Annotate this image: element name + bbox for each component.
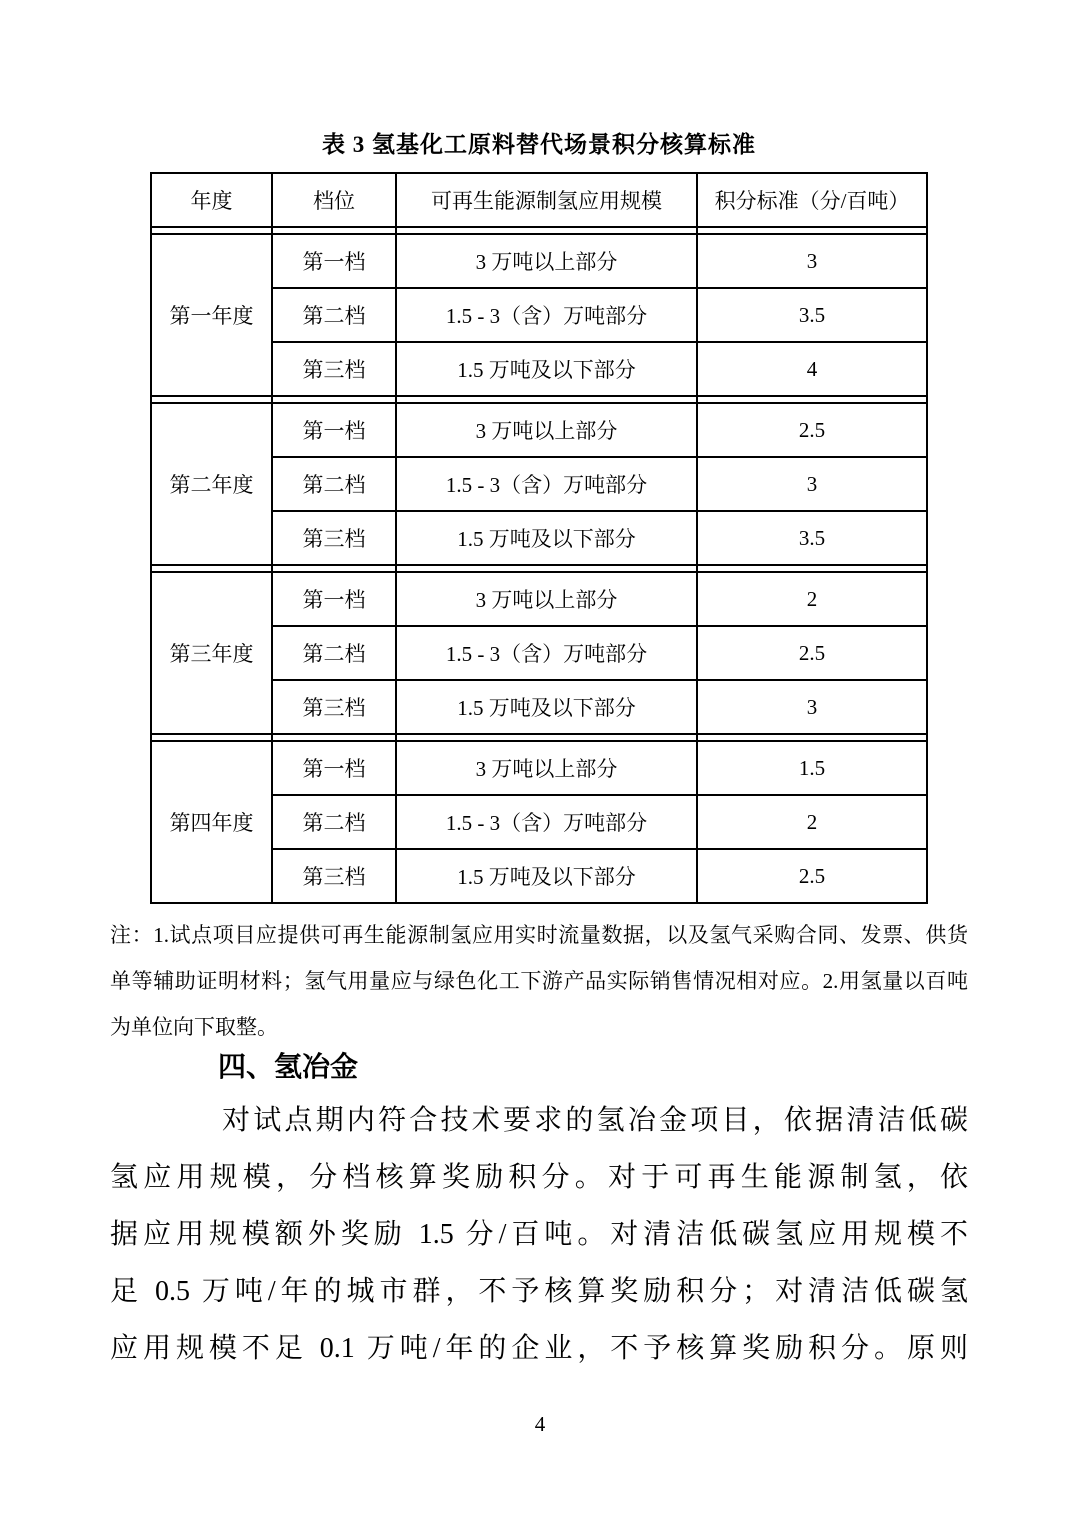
points-cell: 2.5 <box>697 626 927 680</box>
tier-cell: 第一档 <box>272 234 396 288</box>
scale-cell: 1.5 - 3（含）万吨部分 <box>396 288 697 342</box>
table-group-divider <box>151 396 927 403</box>
scale-cell: 1.5 万吨及以下部分 <box>396 511 697 565</box>
tier-cell: 第三档 <box>272 511 396 565</box>
tier-cell: 第三档 <box>272 849 396 903</box>
table-row <box>151 234 927 288</box>
points-cell: 3.5 <box>697 511 927 565</box>
points-cell: 2 <box>697 572 927 626</box>
points-cell: 4 <box>697 342 927 396</box>
points-cell: 3 <box>697 457 927 511</box>
col-header-points: 积分标准（分/百吨） <box>697 173 927 227</box>
table-title: 表 3 氢基化工原料替代场景积分核算标准 <box>322 132 756 157</box>
tier-cell: 第三档 <box>272 342 396 396</box>
tier-cell: 第二档 <box>272 288 396 342</box>
scale-cell: 3 万吨以上部分 <box>396 741 697 795</box>
scale-cell: 1.5 万吨及以下部分 <box>396 680 697 734</box>
tier-cell: 第二档 <box>272 795 396 849</box>
points-cell: 2.5 <box>697 403 927 457</box>
tier-cell: 第一档 <box>272 741 396 795</box>
tier-cell: 第一档 <box>272 572 396 626</box>
paragraph-line: 对试点期内符合技术要求的氢冶金项目，依据清洁低碳 <box>222 1105 968 1136</box>
section-heading: 四、氢冶金 <box>218 1051 359 1082</box>
col-header-year: 年度 <box>151 173 272 227</box>
points-cell: 3 <box>697 680 927 734</box>
points-table <box>150 172 928 904</box>
scale-cell: 3 万吨以上部分 <box>396 234 697 288</box>
tier-cell: 第二档 <box>272 626 396 680</box>
year-cell: 第三年度 <box>151 572 272 734</box>
paragraph-line: 氢应用规模，分档核算奖励积分。对于可再生能源制氢，依 <box>110 1162 968 1193</box>
col-header-tier: 档位 <box>272 173 396 227</box>
table-group-divider <box>151 565 927 572</box>
body-paragraph <box>110 1092 968 1377</box>
points-cell: 2.5 <box>697 849 927 903</box>
scale-cell: 1.5 万吨及以下部分 <box>396 342 697 396</box>
table-group-divider <box>151 734 927 741</box>
paragraph-line: 应用规模不足 0.1 万吨/年的企业，不予核算奖励积分。原则 <box>110 1333 968 1364</box>
note-line: 为单位向下取整。 <box>110 1015 278 1039</box>
points-cell: 2 <box>697 795 927 849</box>
table-row <box>151 403 927 457</box>
scale-cell: 1.5 - 3（含）万吨部分 <box>396 626 697 680</box>
col-header-scale: 可再生能源制氢应用规模 <box>396 173 697 227</box>
year-cell: 第四年度 <box>151 741 272 903</box>
table-note <box>110 912 968 1050</box>
scale-cell: 1.5 - 3（含）万吨部分 <box>396 795 697 849</box>
year-cell: 第一年度 <box>151 234 272 396</box>
page-number: 4 <box>534 1412 546 1436</box>
scale-cell: 1.5 万吨及以下部分 <box>396 849 697 903</box>
scale-cell: 1.5 - 3（含）万吨部分 <box>396 457 697 511</box>
table-row <box>151 572 927 626</box>
paragraph-line: 足 0.5 万吨/年的城市群，不予核算奖励积分；对清洁低碳氢 <box>110 1276 968 1307</box>
points-cell: 3.5 <box>697 288 927 342</box>
table-header-row <box>151 173 927 227</box>
points-cell: 1.5 <box>697 741 927 795</box>
tier-cell: 第一档 <box>272 403 396 457</box>
paragraph-line: 据应用规模额外奖励 1.5 分/百吨。对清洁低碳氢应用规模不 <box>110 1219 968 1250</box>
tier-cell: 第二档 <box>272 457 396 511</box>
note-line: 单等辅助证明材料；氢气用量应与绿色化工下游产品实际销售情况相对应。2.用氢量以百吨 <box>110 969 968 993</box>
table-row <box>151 741 927 795</box>
scale-cell: 3 万吨以上部分 <box>396 572 697 626</box>
note-line: 注：1.试点项目应提供可再生能源制氢应用实时流量数据，以及氢气采购合同、发票、供货 <box>110 923 968 947</box>
table-group-divider <box>151 227 927 234</box>
tier-cell: 第三档 <box>272 680 396 734</box>
year-cell: 第二年度 <box>151 403 272 565</box>
points-cell: 3 <box>697 234 927 288</box>
scale-cell: 3 万吨以上部分 <box>396 403 697 457</box>
